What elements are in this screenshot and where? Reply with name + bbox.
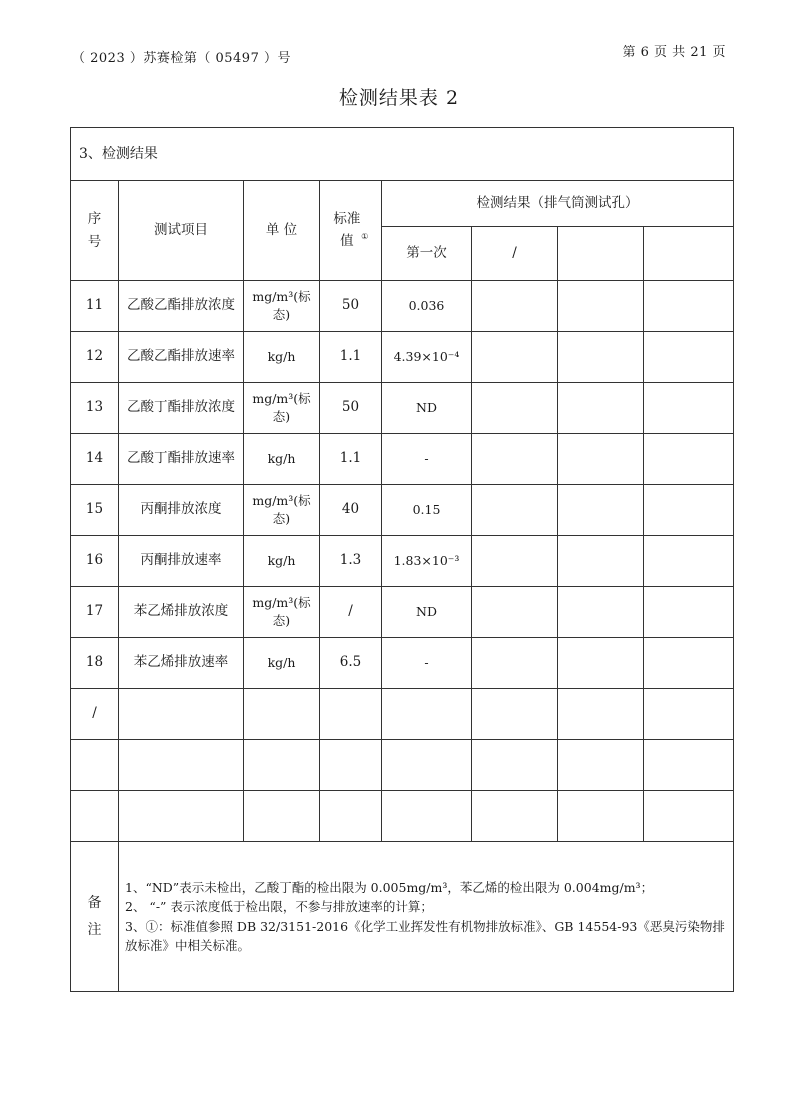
cell-unit: kg/h: [244, 638, 320, 689]
cell-item: 乙酸乙酯排放速率: [119, 332, 244, 383]
cell-unit: mg/m³(标态): [244, 281, 320, 332]
cell-seq: 14: [71, 434, 119, 485]
cell-result-1: [382, 791, 472, 842]
cell-unit: [244, 689, 320, 740]
cell-result-2: [472, 587, 558, 638]
report-number: （ 2023 ）苏赛检第（ 05497 ）号: [72, 51, 291, 66]
cell-item: 苯乙烯排放浓度: [119, 587, 244, 638]
table-row: [71, 587, 734, 638]
cell-result-4: [644, 485, 734, 536]
cell-unit: [244, 791, 320, 842]
cell-item: 乙酸丁酯排放浓度: [119, 383, 244, 434]
col-header-unit: 单 位: [244, 181, 320, 281]
col-header-fourth: [644, 227, 734, 281]
cell-standard: 40: [320, 485, 382, 536]
cell-unit: mg/m³(标态): [244, 485, 320, 536]
cell-unit: kg/h: [244, 434, 320, 485]
cell-result-3: [558, 281, 644, 332]
cell-result-1: 1.83×10⁻³: [382, 536, 472, 587]
cell-result-4: [644, 638, 734, 689]
cell-item: [119, 740, 244, 791]
cell-result-1: 4.39×10⁻⁴: [382, 332, 472, 383]
table-row: [71, 485, 734, 536]
cell-result-2: [472, 536, 558, 587]
cell-result-1: 0.036: [382, 281, 472, 332]
cell-result-1: -: [382, 638, 472, 689]
table-row: [71, 740, 734, 791]
cell-result-3: [558, 791, 644, 842]
cell-item: 丙酮排放浓度: [119, 485, 244, 536]
cell-result-3: [558, 587, 644, 638]
cell-standard: 1.1: [320, 434, 382, 485]
cell-result-3: [558, 638, 644, 689]
cell-result-1: [382, 740, 472, 791]
cell-result-4: [644, 536, 734, 587]
cell-item: [119, 791, 244, 842]
results-table: [70, 127, 734, 992]
cell-result-4: [644, 434, 734, 485]
col-header-standard: [320, 181, 382, 281]
cell-result-2: [472, 434, 558, 485]
cell-unit: kg/h: [244, 332, 320, 383]
cell-result-3: [558, 332, 644, 383]
notes-label: [71, 842, 119, 992]
cell-standard: [320, 791, 382, 842]
cell-result-1: [382, 689, 472, 740]
cell-result-3: [558, 689, 644, 740]
notes-content: [119, 842, 734, 992]
note-line: 2、 “-” 表示浓度低于检出限，不参与排放速率的计算；: [125, 899, 433, 915]
cell-unit: kg/h: [244, 536, 320, 587]
table-row: [71, 434, 734, 485]
page-info: 第 6 页 共 21 页: [622, 45, 726, 60]
cell-unit: mg/m³(标态): [244, 587, 320, 638]
cell-result-4: [644, 281, 734, 332]
cell-result-2: [472, 791, 558, 842]
cell-standard: 1.1: [320, 332, 382, 383]
cell-result-2: [472, 740, 558, 791]
cell-standard: 6.5: [320, 638, 382, 689]
cell-seq: 18: [71, 638, 119, 689]
cell-seq: 13: [71, 383, 119, 434]
cell-item: [119, 689, 244, 740]
cell-result-4: [644, 332, 734, 383]
table-row: [71, 791, 734, 842]
cell-result-4: [644, 740, 734, 791]
col-header-standard-text: 标准值: [333, 210, 361, 249]
col-header-third: [558, 227, 644, 281]
cell-seq: 12: [71, 332, 119, 383]
cell-item: 苯乙烯排放速率: [119, 638, 244, 689]
note-line: 1、“ND”表示未检出，乙酸丁酯的检出限为 0.005mg/m³，苯乙烯的检出限为 0.004mg/m³；: [125, 879, 654, 895]
cell-result-3: [558, 383, 644, 434]
table-row: [71, 536, 734, 587]
cell-standard: 50: [320, 281, 382, 332]
standard-footnote-mark: ①: [361, 232, 369, 241]
cell-unit: [244, 740, 320, 791]
col-header-item: 测试项目: [119, 181, 244, 281]
col-header-second: /: [472, 227, 558, 281]
note-line: 3、①：标准值参照 DB 32/3151-2016《化学工业挥发性有机物排放标准》、GB 14554-93《恶臭污染物排放标准》中相关标准。: [125, 918, 725, 953]
cell-result-1: ND: [382, 383, 472, 434]
notes-row: [71, 842, 734, 992]
cell-item: 丙酮排放速率: [119, 536, 244, 587]
table-row: [71, 689, 734, 740]
cell-result-3: [558, 740, 644, 791]
cell-seq: 11: [71, 281, 119, 332]
col-header-seq-text: 序号: [87, 210, 102, 250]
notes-label-text: 备注: [87, 894, 102, 938]
col-header-seq: [71, 181, 119, 281]
table-row: [71, 281, 734, 332]
cell-result-3: [558, 485, 644, 536]
cell-seq: /: [71, 689, 119, 740]
cell-seq: 16: [71, 536, 119, 587]
cell-seq: 17: [71, 587, 119, 638]
cell-item: 乙酸乙酯排放浓度: [119, 281, 244, 332]
cell-result-4: [644, 383, 734, 434]
cell-standard: [320, 689, 382, 740]
section-label: 3、检测结果: [71, 128, 734, 181]
cell-seq: [71, 740, 119, 791]
cell-standard: [320, 740, 382, 791]
cell-result-4: [644, 791, 734, 842]
table-row: [71, 638, 734, 689]
cell-item: 乙酸丁酯排放速率: [119, 434, 244, 485]
cell-result-4: [644, 587, 734, 638]
cell-result-2: [472, 332, 558, 383]
cell-result-3: [558, 434, 644, 485]
cell-seq: [71, 791, 119, 842]
col-header-result-group: 检测结果（排气筒测试孔）: [382, 181, 734, 227]
cell-standard: 1.3: [320, 536, 382, 587]
cell-unit: mg/m³(标态): [244, 383, 320, 434]
cell-result-1: 0.15: [382, 485, 472, 536]
col-header-first: 第一次: [382, 227, 472, 281]
cell-seq: 15: [71, 485, 119, 536]
cell-result-2: [472, 383, 558, 434]
table-row: [71, 332, 734, 383]
cell-standard: /: [320, 587, 382, 638]
cell-result-3: [558, 536, 644, 587]
cell-result-1: ND: [382, 587, 472, 638]
cell-standard: 50: [320, 383, 382, 434]
cell-result-2: [472, 638, 558, 689]
cell-result-2: [472, 281, 558, 332]
document-title: 检测结果表 2: [338, 87, 460, 109]
table-row: [71, 383, 734, 434]
cell-result-4: [644, 689, 734, 740]
cell-result-1: -: [382, 434, 472, 485]
cell-result-2: [472, 485, 558, 536]
cell-result-2: [472, 689, 558, 740]
